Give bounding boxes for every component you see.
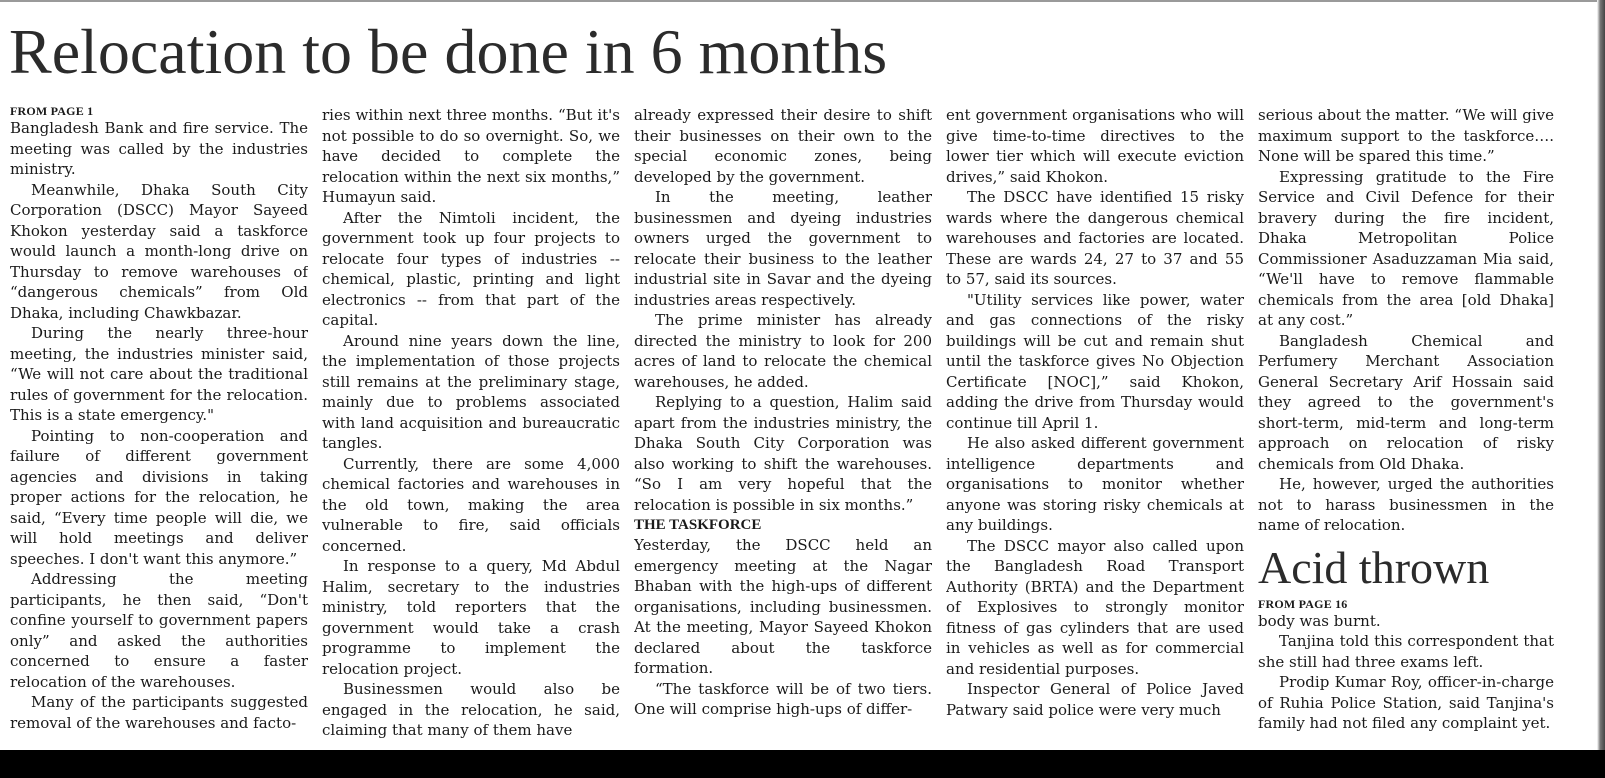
- paragraph: “The taskforce will be of two tiers. One will comprise high-ups of differ-: [634, 679, 932, 718]
- paragraph: Many of the participants suggested removal of the warehouses and facto-: [10, 693, 308, 732]
- paragraph: Meanwhile, Dhaka South City Corporation (DSCC) Mayor Sayeed Khokon yesterday said a taskforce would launch a month-long drive on Thursday to remove warehouses of “dangerous chemicals” from Old Dhaka, including Chawkbazar.: [10, 180, 308, 322]
- paragraph: Prodip Kumar Roy, officer-in-charge of Ruhia Police Station, said Tanjina's family had not filed any complaint yet.: [1258, 673, 1554, 732]
- paragraph: body was burnt.: [1258, 611, 1381, 630]
- paragraph: Bangladesh Bank and fire service. The meeting was called by the industries ministry.: [10, 119, 308, 178]
- paragraph: Replying to a question, Halim said apart from the industries ministry, the Dhaka South City Corporation was also working to shift the warehouses. “So I am very hopeful that the relocation is possible in six months.”: [634, 393, 932, 514]
- paragraph: During the nearly three-hour meeting, the industries minister said, “We will not care about the traditional rules of government for the relocation. This is a state emergency.": [10, 324, 308, 424]
- article-headline: Relocation to be done in 6 months: [9, 16, 888, 87]
- paragraph: Bangladesh Chemical and Perfumery Merchant Association General Secretary Arif Hossain said they agreed to the government's short-term, mid-term and long-term approach on relocation of risky chemicals from Old Dhaka.: [1258, 331, 1554, 473]
- second-article-headline: Acid thrown: [1258, 541, 1490, 593]
- article-column-4: [946, 105, 1244, 745]
- paragraph: "Utility services like power, water and gas connections of the risky buildings will be cut and remain shut until the taskforce gives No Objection Certificate [NOC],” said Khokon, adding the drive from Thursday would continue till April 1.: [946, 290, 1244, 432]
- article-column-3: [634, 105, 932, 745]
- paragraph: After the Nimtoli incident, the government took up four projects to relocate four types of industries -- chemical, plastic, printing and light electronics -- from that part of the capital.: [322, 208, 620, 329]
- paragraph: He also asked different government intelligence departments and organisations to monitor whether anyone was storing risky chemicals at any buildings.: [946, 434, 1244, 534]
- paragraph: In the meeting, leather businessmen and dyeing industries owners urged the government to relocate their business to the leather industrial site in Savar and the dyeing industries areas respectively.: [634, 188, 932, 309]
- paragraph: serious about the matter. “We will give maximum support to the taskforce…. None will be spared this time.”: [1258, 106, 1554, 165]
- paragraph: Expressing gratitude to the Fire Service and Civil Defence for their bravery during the fire incident, Dhaka Metropolitan Police Commissioner Asaduzzaman Mia said, “We'll have to remove flammable chemicals from the area [old Dhaka] at any cost.”: [1258, 167, 1554, 329]
- paragraph: Pointing to non-cooperation and failure of different government agencies and divisions in taking proper actions for the relocation, he said, “Every time people will die, we will hold meetings and deliver speeches. I don't want this anymore.”: [10, 426, 308, 568]
- paragraph: The prime minister has already directed the ministry to look for 200 acres of land to relocate the chemical warehouses, he added.: [634, 311, 932, 391]
- paragraph: He, however, urged the authorities not to harass businessmen in the name of relocation.: [1258, 475, 1554, 534]
- section-subhead: THE TASKFORCE: [634, 517, 762, 533]
- paragraph: The DSCC have identified 15 risky wards where the dangerous chemical warehouses and factories are located. These are wards 24, 27 to 37 and 55 to 57, said its sources.: [946, 188, 1244, 288]
- paragraph: Currently, there are some 4,000 chemical factories and warehouses in the old town, making the area vulnerable to fire, said officials concerned.: [322, 454, 620, 555]
- paragraph: In response to a query, Md Abdul Halim, secretary to the industries ministry, told reporters that the government would take a crash programme to implement the relocation project.: [322, 557, 620, 678]
- paragraph: ent government organisations who will give time-to-time directives to the lower tier which will execute eviction drives,” said Khokon.: [946, 106, 1244, 186]
- article-column-5: [1258, 105, 1554, 745]
- right-edge-shadow: [1597, 0, 1605, 750]
- article-column-1: [10, 105, 308, 745]
- paragraph: Around nine years down the line, the implementation of those projects still remains at the preliminary stage, mainly due to problems associated with land acquisition and bureaucratic tangles.: [322, 331, 620, 452]
- paragraph: Businessmen would also be engaged in the relocation, he said, claiming that many of them have: [322, 680, 620, 739]
- paragraph: Yesterday, the DSCC held an emergency meeting at the Nagar Bhaban with the high-ups of different organisations, including businessmen. At the meeting, Mayor Sayeed Khokon declared about the taskforce formation.: [634, 536, 932, 677]
- paragraph: Inspector General of Police Javed Patwary said police were very much: [946, 680, 1244, 719]
- paragraph: ries within next three months. “But it's not possible to do so overnight. So, we have decided to complete the relocation within the next six months,” Humayun said.: [322, 106, 620, 206]
- top-rule: [0, 0, 1605, 2]
- second-article-kicker: FROM PAGE 16: [1258, 596, 1348, 611]
- article-kicker: FROM PAGE 1: [10, 105, 94, 118]
- paragraph: Tanjina told this correspondent that she still had three exams left.: [1258, 632, 1554, 671]
- paragraph: already expressed their desire to shift their businesses on their own to the special economic zones, being developed by the government.: [634, 106, 932, 186]
- article-column-2: [322, 105, 620, 745]
- paragraph: The DSCC mayor also called upon the Bangladesh Road Transport Authority (BRTA) and the Department of Explosives to strongly monitor fitness of gas cylinders that are used in vehicles as well as for commercial and residential purposes.: [946, 536, 1244, 678]
- paragraph: Addressing the meeting participants, he then said, “Don't confine yourself to government papers only” and asked the authorities concerned to ensure a faster relocation of the warehouses.: [10, 570, 308, 691]
